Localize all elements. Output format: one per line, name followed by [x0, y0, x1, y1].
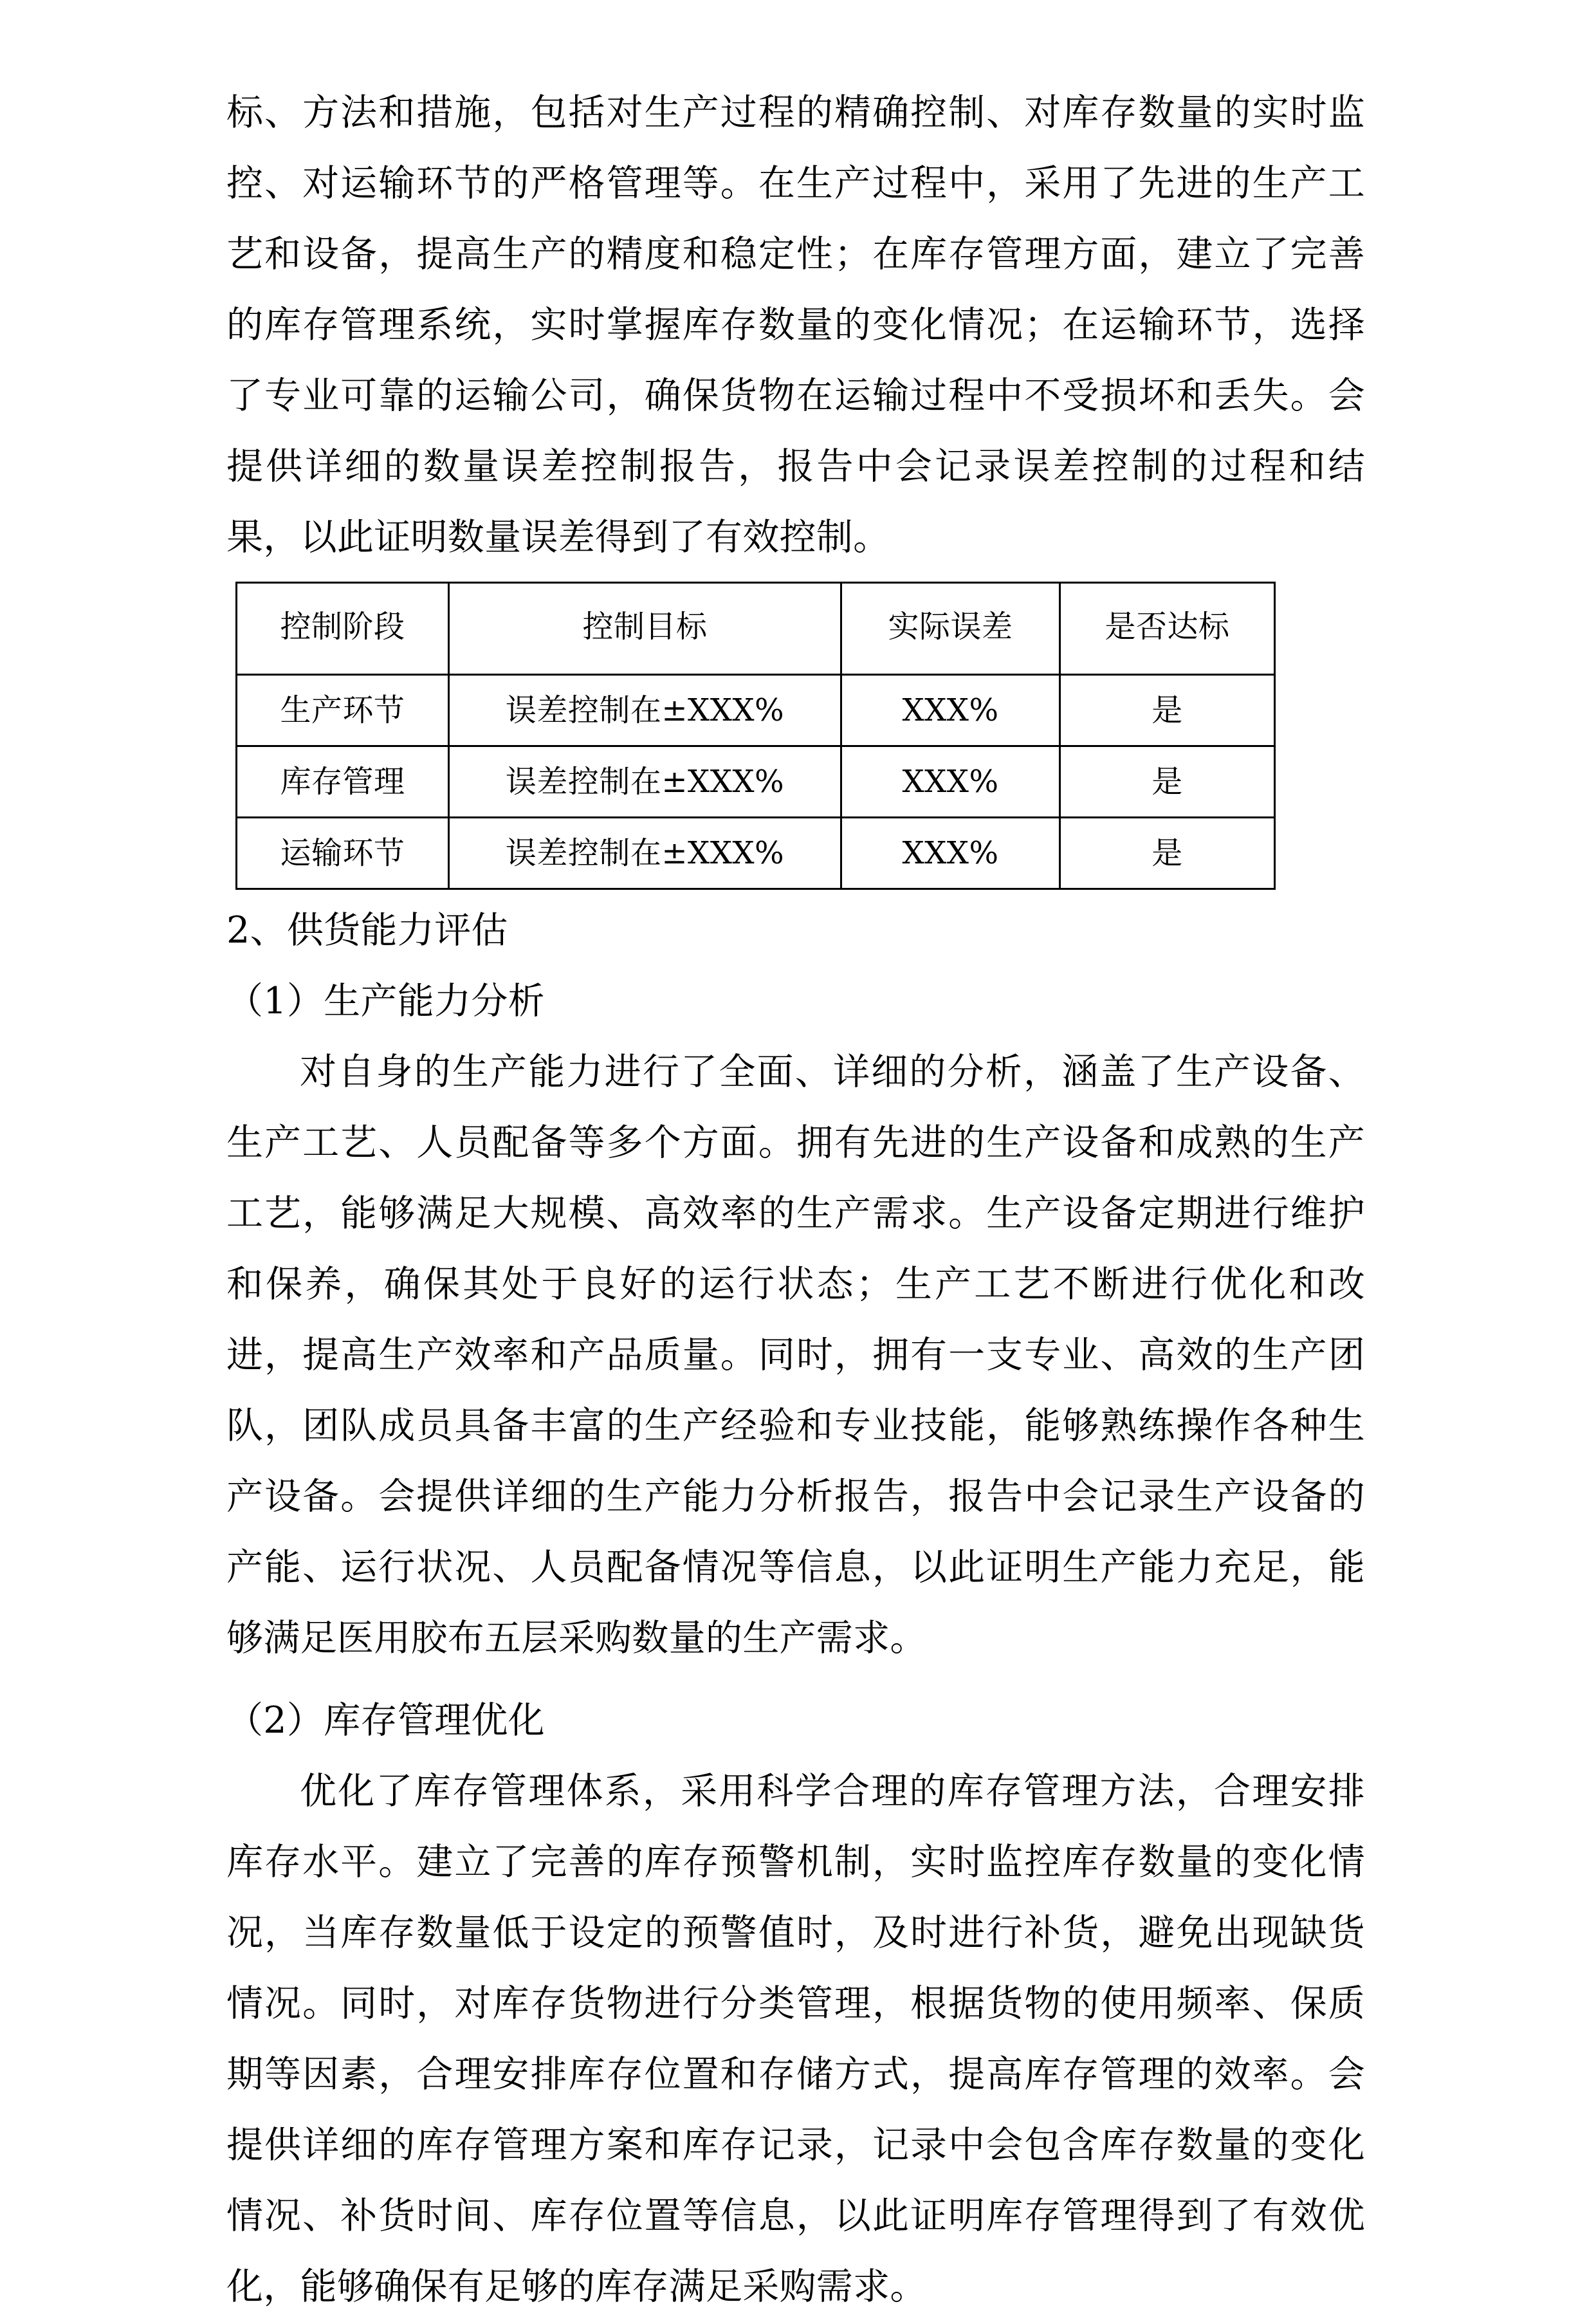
cell-target: 误差控制在±XXX%	[449, 746, 841, 818]
cell-pass: 是	[1060, 746, 1275, 818]
table-row	[237, 675, 1275, 746]
paragraph-spacer	[226, 1673, 1365, 1685]
cell-stage: 库存管理	[237, 746, 449, 818]
table-header-target: 控制目标	[449, 583, 841, 675]
cell-pass: 是	[1060, 818, 1275, 889]
subsection-heading-inventory-optimization: （2）库存管理优化	[226, 1699, 545, 1742]
section-heading-supply-capacity: 2、供货能力评估	[226, 909, 508, 952]
table-header-error: 实际误差	[841, 583, 1060, 675]
table-header-row	[237, 583, 1275, 675]
cell-target: 误差控制在±XXX%	[449, 818, 841, 889]
control-table-wrapper	[226, 582, 1365, 890]
quantity-error-control-table	[235, 582, 1276, 890]
cell-error: XXX%	[841, 818, 1060, 889]
subsection-heading-production-capacity: （1）生产能力分析	[226, 980, 545, 1022]
cell-stage: 生产环节	[237, 675, 449, 746]
cell-target: 误差控制在±XXX%	[449, 675, 841, 746]
subsection-body-production-capacity: 对自身的生产能力进行了全面、详细的分析，涵盖了生产设备、生产工艺、人员配备等多个方面。拥有先进的生产设备和成熟的生产工艺，能够满足大规模、高效率的生产需求。生产设备定期进行维护和保养，确保其处于良好的运行状态；生产工艺不断进行优化和改进，提高生产效率和产品质量。同时，拥有一支专业、高效的生产团队，团队成员具备丰富的生产经验和专业技能，能够熟练操作各种生产设备。会提供详细的生产能力分析报告，报告中会记录生产设备的产能、运行状况、人员配备情况等信息，以此证明生产能力充足，能够满足医用胶布五层采购数量的生产需求。	[226, 1051, 1365, 1659]
table-row	[237, 746, 1275, 818]
cell-pass: 是	[1060, 675, 1275, 746]
intro-paragraph: 标、方法和措施，包括对生产过程的精确控制、对库存数量的实时监控、对运输环节的严格管理等。在生产过程中，采用了先进的生产工艺和设备，提高生产的精度和稳定性；在库存管理方面，建立了完善的库存管理系统，实时掌握库存数量的变化情况；在运输环节，选择了专业可靠的运输公司，确保货物在运输过程中不受损坏和丢失。会提供详细的数量误差控制报告，报告中会记录误差控制的过程和结果，以此证明数量误差得到了有效控制。	[226, 91, 1365, 558]
table-header-stage: 控制阶段	[237, 583, 449, 675]
cell-error: XXX%	[841, 746, 1060, 818]
cell-error: XXX%	[841, 675, 1060, 746]
table-row	[237, 818, 1275, 889]
document-body	[226, 77, 1365, 2322]
cell-stage: 运输环节	[237, 818, 449, 889]
subsection-body-inventory-optimization: 优化了库存管理体系，采用科学合理的库存管理方法，合理安排库存水平。建立了完善的库存预警机制，实时监控库存数量的变化情况，当库存数量低于设定的预警值时，及时进行补货，避免出现缺货情况。同时，对库存货物进行分类管理，根据货物的使用频率、保质期等因素，合理安排库存位置和存储方式，提高库存管理的效率。会提供详细的库存管理方案和库存记录，记录中会包含库存数量的变化情况、补货时间、库存位置等信息，以此证明库存管理得到了有效优化，能够确保有足够的库存满足采购需求。	[226, 1770, 1365, 2308]
table-header-pass: 是否达标	[1060, 583, 1275, 675]
